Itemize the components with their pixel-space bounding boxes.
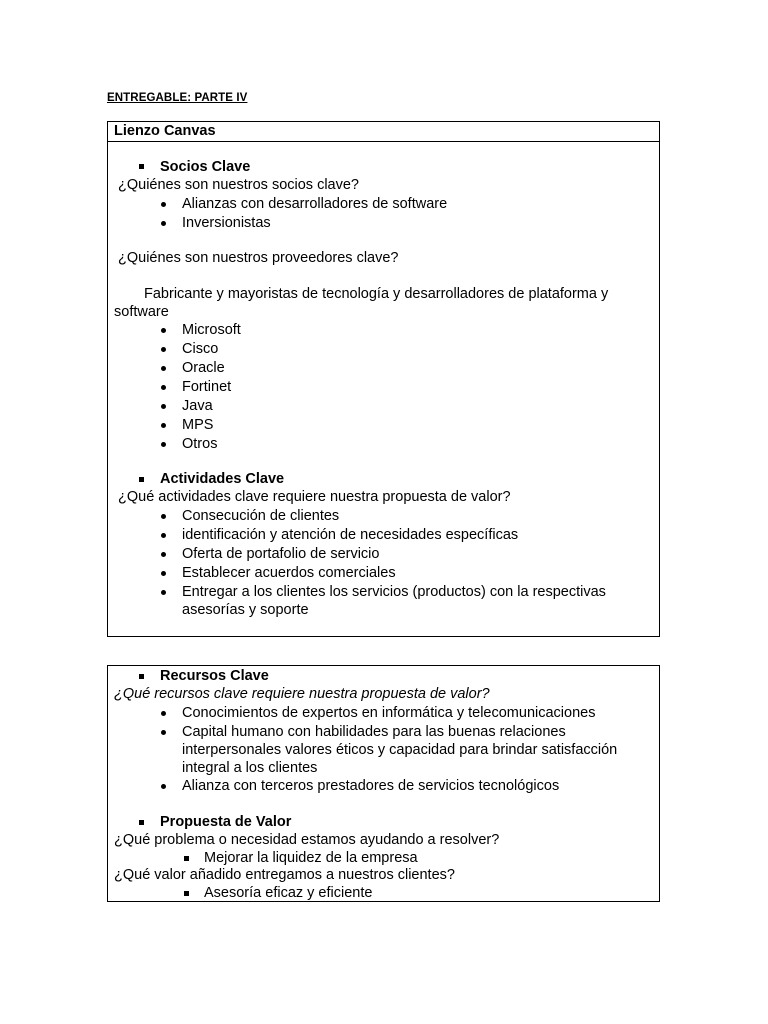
list-item: Conocimientos de expertos en informática y telecomunicaciones [182,705,596,721]
canvas-box-2 [107,665,660,902]
bullet-icon [161,784,166,789]
list-item: Alianzas con desarrolladores de software [182,196,448,212]
socios-question-2: ¿Quiénes son nuestros proveedores clave? [118,250,399,266]
list-item: Java [182,398,213,414]
list-item: Otros [182,436,218,452]
list-item: MPS [182,417,214,433]
bullet-icon [161,221,166,226]
document-title: ENTREGABLE: PARTE IV [107,92,248,104]
bullet-icon [161,590,166,595]
list-item-continuation: asesorías y soporte [182,602,309,618]
square-bullet-icon [139,477,144,482]
bullet-icon [161,730,166,735]
providers-paragraph-line2: software [114,304,169,320]
bullet-icon [161,571,166,576]
providers-paragraph-line1: Fabricante y mayoristas de tecnología y desarrolladores de plataforma y [144,286,609,302]
recursos-question: ¿Qué recursos clave requiere nuestra propuesta de valor? [114,686,490,702]
bullet-icon [161,366,166,371]
bullet-icon [161,552,166,557]
propuesta-question-1: ¿Qué problema o necesidad estamos ayudando a resolver? [114,832,500,848]
list-item-continuation: integral a los clientes [182,760,318,776]
bullet-icon [161,514,166,519]
square-bullet-icon [139,674,144,679]
section-title-actividades: Actividades Clave [160,471,285,487]
socios-question-1: ¿Quiénes son nuestros socios clave? [118,177,359,193]
actividades-question: ¿Qué actividades clave requiere nuestra propuesta de valor? [118,489,511,505]
propuesta-question-2: ¿Qué valor añadido entregamos a nuestros clientes? [114,867,455,883]
list-item: Oferta de portafolio de servicio [182,546,380,562]
section-title-socios: Socios Clave [160,159,251,175]
square-bullet-icon [139,820,144,825]
bullet-icon [161,404,166,409]
bullet-icon [161,347,166,352]
list-item-continuation: interpersonales valores éticos y capacidad para brindar satisfacción [182,742,618,758]
list-item: Entregar a los clientes los servicios (productos) con la respectivas [182,584,606,600]
propuesta-answer-2: Asesoría eficaz y eficiente [204,885,373,901]
section-title-recursos: Recursos Clave [160,668,269,684]
bullet-icon [161,385,166,390]
list-item: Capital humano con habilidades para las buenas relaciones [182,724,566,740]
list-item: Cisco [182,341,219,357]
square-bullet-icon [184,856,189,861]
canvas-box-1 [107,121,660,637]
bullet-icon [161,442,166,447]
bullet-icon [161,533,166,538]
list-item: Oracle [182,360,225,376]
square-bullet-icon [139,164,144,169]
bullet-icon [161,711,166,716]
bullet-icon [161,328,166,333]
list-item: Alianza con terceros prestadores de servicios tecnológicos [182,778,560,794]
list-item: Establecer acuerdos comerciales [182,565,396,581]
bullet-icon [161,202,166,207]
list-item: Microsoft [182,322,241,338]
canvas-heading: Lienzo Canvas [108,122,659,142]
propuesta-answer-1: Mejorar la liquidez de la empresa [204,850,418,866]
list-item: Fortinet [182,379,232,395]
bullet-icon [161,423,166,428]
list-item: Consecución de clientes [182,508,340,524]
list-item: Inversionistas [182,215,271,231]
list-item: identificación y atención de necesidades específicas [182,527,519,543]
section-title-propuesta: Propuesta de Valor [160,814,292,830]
square-bullet-icon [184,891,189,896]
